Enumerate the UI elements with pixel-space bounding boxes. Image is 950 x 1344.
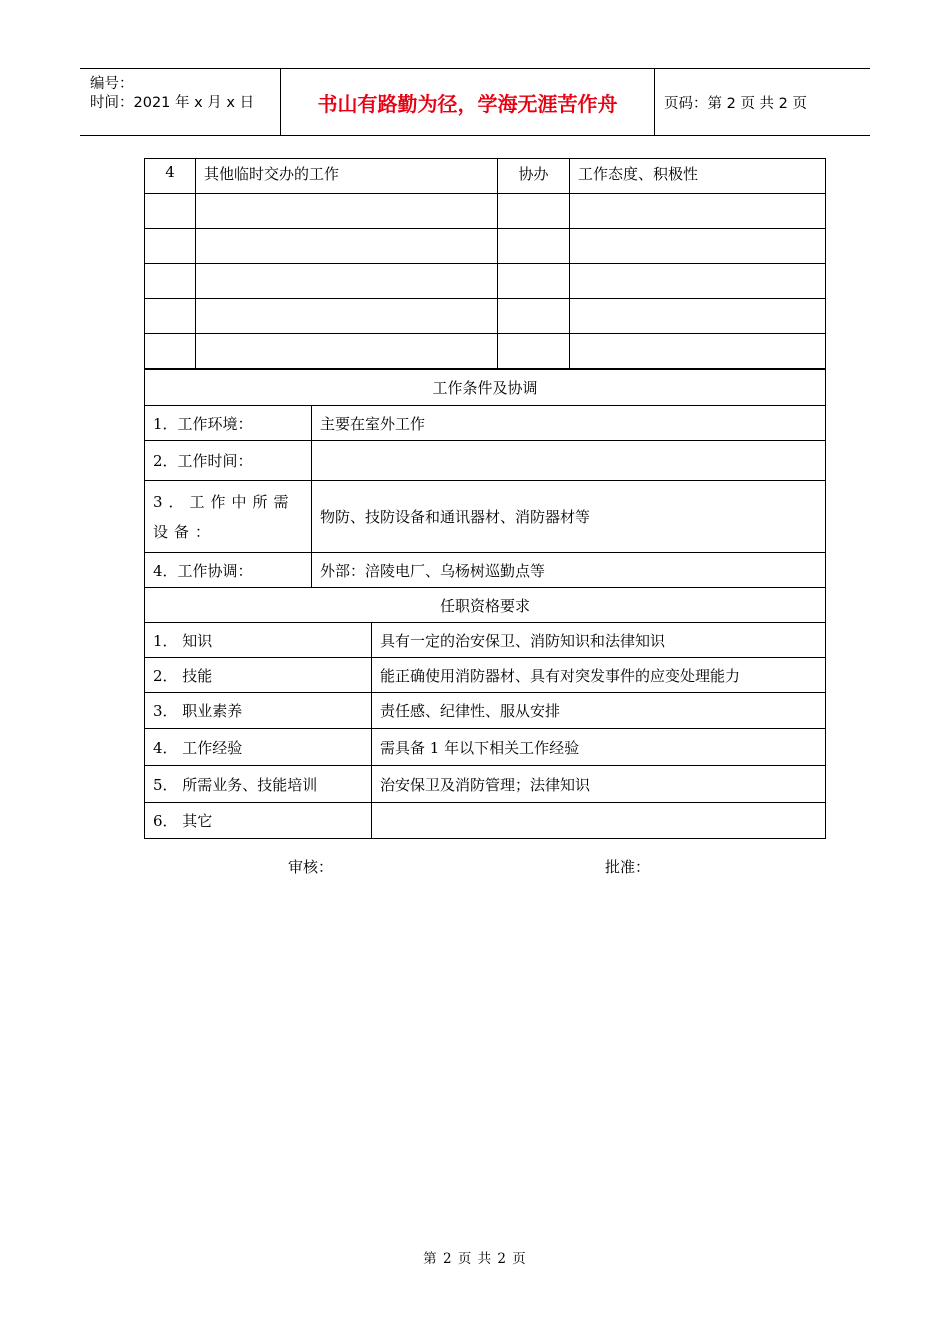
duty-content — [196, 334, 498, 369]
duty-index — [145, 229, 196, 264]
duty-role — [498, 194, 570, 229]
table-row — [145, 803, 826, 839]
table-row — [145, 194, 826, 229]
table-row — [145, 370, 826, 406]
duty-content — [196, 299, 498, 334]
header-motto: 书山有路勤为径，学海无涯苦作舟 — [281, 69, 655, 135]
page-footer: 第 2 页 共 2 页 — [423, 1251, 527, 1267]
condition-value: 主要在室外工作 — [312, 406, 826, 441]
duty-criteria: 工作态度、积极性 — [570, 159, 826, 194]
qualification-value: 能正确使用消防器材、具有对突发事件的应变处理能力 — [372, 658, 826, 693]
qualification-label: 5． 所需业务、技能培训 — [145, 766, 372, 803]
condition-value: 外部：涪陵电厂、乌杨树巡勤点等 — [312, 553, 826, 588]
conditions-title: 工作条件及协调 — [145, 370, 826, 406]
duty-index — [145, 334, 196, 369]
table-row — [145, 588, 826, 623]
table-row — [145, 553, 826, 588]
approve-label: 批准： — [605, 858, 651, 876]
header-meta — [80, 69, 281, 135]
qualifications-title: 任职资格要求 — [145, 588, 826, 623]
duty-role — [498, 334, 570, 369]
duty-criteria — [570, 299, 826, 334]
table-row — [145, 729, 826, 766]
qualification-value: 需具备 1 年以下相关工作经验 — [372, 729, 826, 766]
duties-table — [144, 158, 826, 369]
condition-label: 1．工作环境： — [145, 406, 312, 441]
condition-label: 3．工作中所需设备： — [145, 481, 312, 553]
duty-content — [196, 194, 498, 229]
condition-label: 2．工作时间： — [145, 441, 312, 481]
qualification-label: 2． 技能 — [145, 658, 372, 693]
duty-criteria — [570, 334, 826, 369]
qualification-value — [372, 803, 826, 839]
table-row — [145, 623, 826, 658]
table-row — [145, 481, 826, 553]
duty-index — [145, 299, 196, 334]
table-row — [145, 406, 826, 441]
page-header — [80, 68, 870, 136]
table-row — [145, 693, 826, 729]
duty-criteria — [570, 264, 826, 299]
duty-role — [498, 229, 570, 264]
duty-index — [145, 264, 196, 299]
duty-index: 4 — [145, 159, 196, 194]
condition-value — [312, 441, 826, 481]
qualification-value: 具有一定的治安保卫、消防知识和法律知识 — [372, 623, 826, 658]
duty-criteria — [570, 194, 826, 229]
duty-criteria — [570, 229, 826, 264]
qualification-label: 1． 知识 — [145, 623, 372, 658]
qualification-value: 责任感、纪律性、服从安排 — [372, 693, 826, 729]
qualification-label: 4． 工作经验 — [145, 729, 372, 766]
table-row — [145, 299, 826, 334]
table-row — [145, 264, 826, 299]
conditions-table — [144, 369, 826, 588]
duty-role — [498, 299, 570, 334]
time-label: 时间：2021 年 x 月 x 日 — [90, 95, 255, 111]
qualification-label: 3． 职业素养 — [145, 693, 372, 729]
duty-index — [145, 194, 196, 229]
condition-value: 物防、技防设备和通讯器材、消防器材等 — [312, 481, 826, 553]
qualifications-table — [144, 587, 826, 839]
duty-role — [498, 264, 570, 299]
table-row — [145, 658, 826, 693]
duty-role: 协办 — [498, 159, 570, 194]
qualification-label: 6． 其它 — [145, 803, 372, 839]
table-row — [145, 159, 826, 194]
table-row — [145, 229, 826, 264]
number-label: 编号： — [90, 76, 134, 92]
table-row — [145, 334, 826, 369]
duty-content — [196, 264, 498, 299]
table-row — [145, 766, 826, 803]
duty-content — [196, 229, 498, 264]
table-row — [145, 441, 826, 481]
header-page-label: 页码：第 2 页 共 2 页 — [664, 96, 807, 112]
condition-label: 4．工作协调： — [145, 553, 312, 588]
qualification-value: 治安保卫及消防管理；法律知识 — [372, 766, 826, 803]
review-label: 审核： — [288, 858, 334, 876]
duty-content: 其他临时交办的工作 — [196, 159, 498, 194]
